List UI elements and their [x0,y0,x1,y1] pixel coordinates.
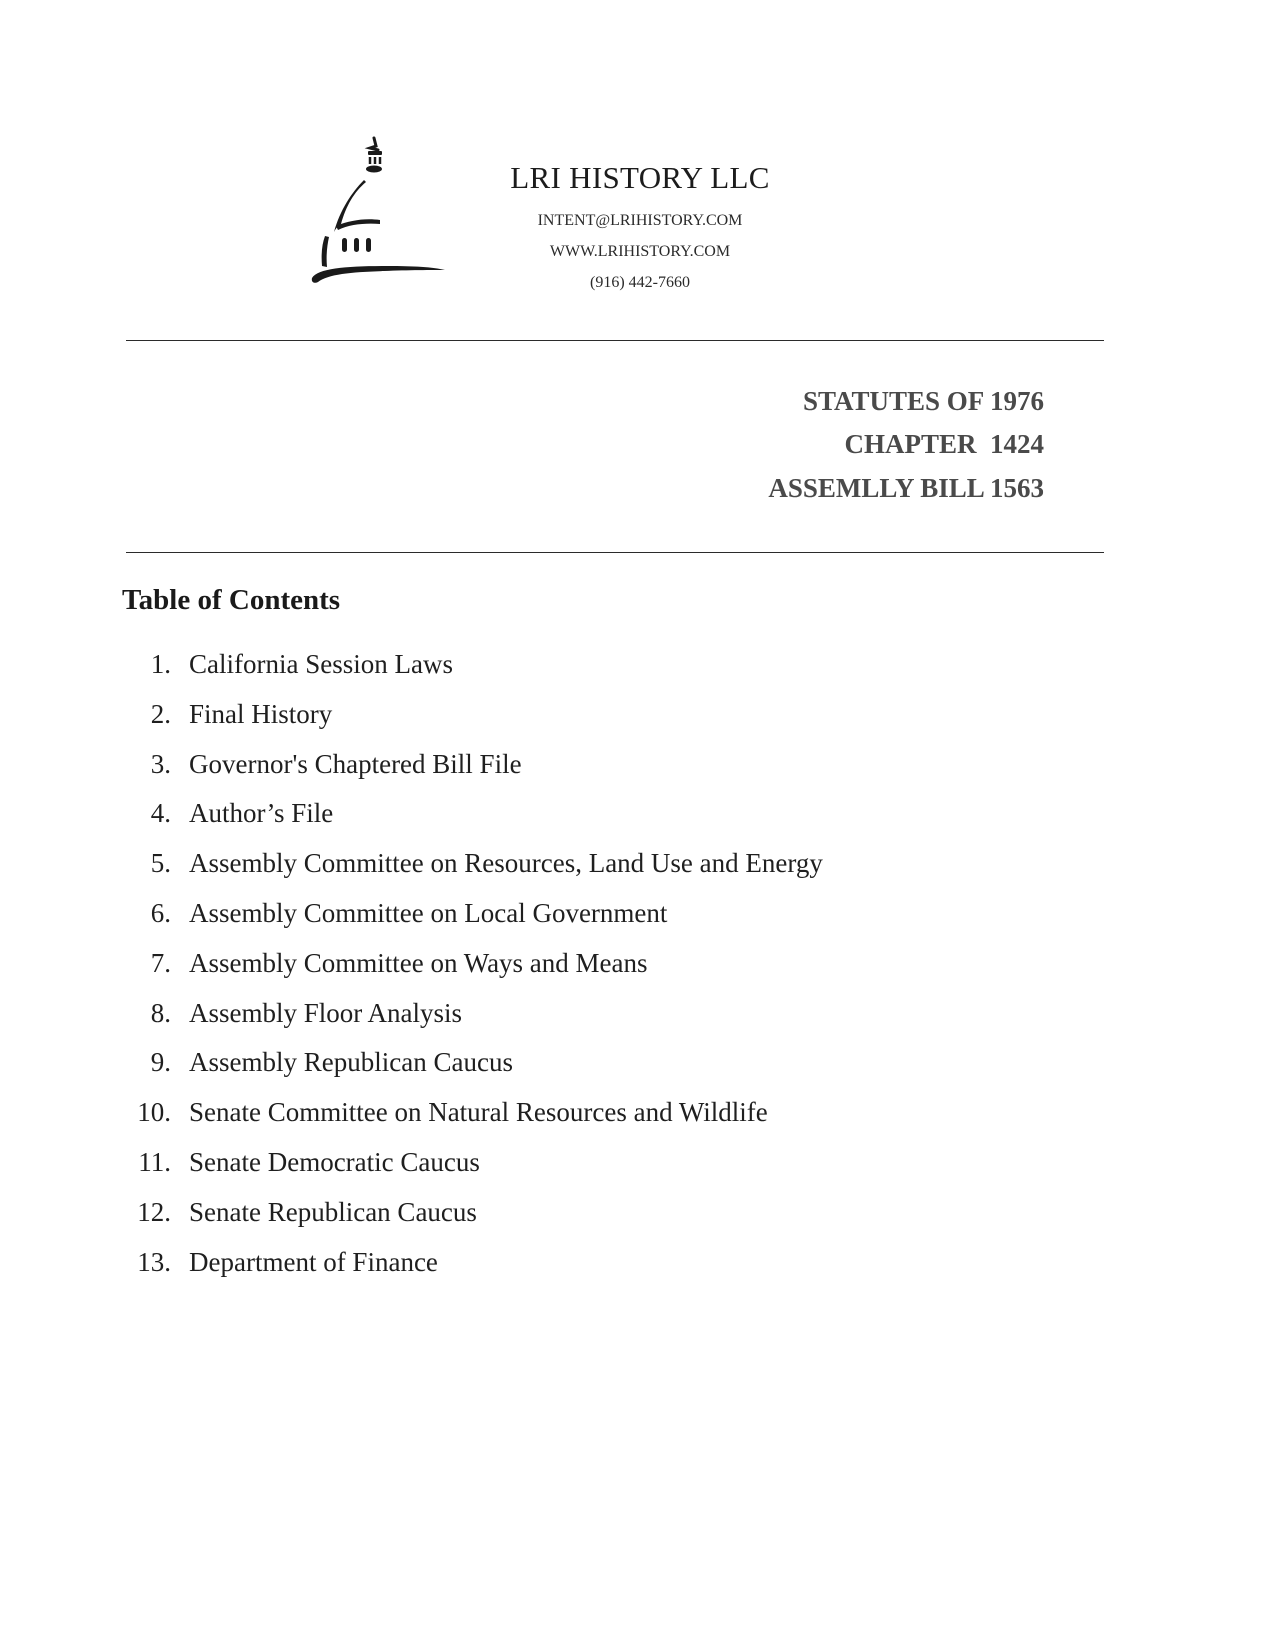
toc-item-title: Governor's Chaptered Bill File [189,748,522,779]
toc-item-title: Senate Committee on Natural Resources and Wildlife [189,1097,768,1128]
toc-item-title: Department of Finance [189,1246,438,1277]
chapter-number: CHAPTER 1424 [844,429,1044,459]
toc-item-number: 4. [150,798,171,829]
toc-item [0,1196,1276,1246]
toc-item [0,1246,1276,1296]
toc-item-title: Final History [189,698,333,729]
toc-item [0,997,1276,1047]
toc-item-title: Assembly Committee on Local Government [189,897,668,928]
toc-item [0,947,1276,997]
toc-item-number: 3. [150,748,171,779]
letterhead [0,0,1276,340]
toc-item [0,897,1276,947]
toc-item-number: 13. [137,1246,171,1277]
toc-item-number: 6. [150,897,171,928]
toc-item-number: 1. [150,649,171,679]
divider-bottom [126,552,1104,553]
toc-item-number: 12. [137,1196,171,1227]
toc-item-number: 8. [150,997,171,1028]
toc-item [0,698,1276,748]
toc-item [0,748,1276,798]
statutes-year: STATUTES OF 1976 [802,386,1044,416]
toc-item-number: 11. [138,1146,171,1177]
toc-item-title: California Session Laws [189,649,453,679]
company-email: INTENT@LRIHISTORY.COM [537,212,743,229]
toc-item-title: Assembly Committee on Ways and Means [189,947,648,978]
toc-item-number: 10. [137,1097,171,1128]
toc-item [0,1096,1276,1146]
toc-item-title: Assembly Floor Analysis [189,997,463,1028]
capitol-dome-icon [308,136,450,296]
toc-item-number: 2. [150,698,171,729]
bill-number: ASSEMLLY BILL 1563 [768,473,1044,503]
divider-top [126,340,1104,341]
toc-item [0,1046,1276,1096]
toc-item [0,847,1276,897]
toc-heading: Table of Contents [122,584,341,616]
toc-item-title: Senate Republican Caucus [189,1196,477,1227]
company-name: LRI HISTORY LLC [510,160,770,195]
toc-item-title: Assembly Committee on Resources, Land Use and Energy [189,848,823,879]
company-phone: (916) 442-7660 [590,274,690,291]
toc-item-number: 9. [150,1047,171,1078]
toc-item-number: 5. [150,848,171,879]
toc-item-title: Author’s File [189,798,334,829]
toc-item [0,1146,1276,1196]
toc-item-title: Senate Democratic Caucus [189,1146,480,1177]
toc-item-number: 7. [150,947,171,978]
toc-list [0,648,1276,1295]
company-website: WWW.LRIHISTORY.COM [549,243,731,260]
toc-item [0,648,1276,698]
toc-item-title: Assembly Republican Caucus [189,1047,513,1078]
toc-item [0,797,1276,847]
